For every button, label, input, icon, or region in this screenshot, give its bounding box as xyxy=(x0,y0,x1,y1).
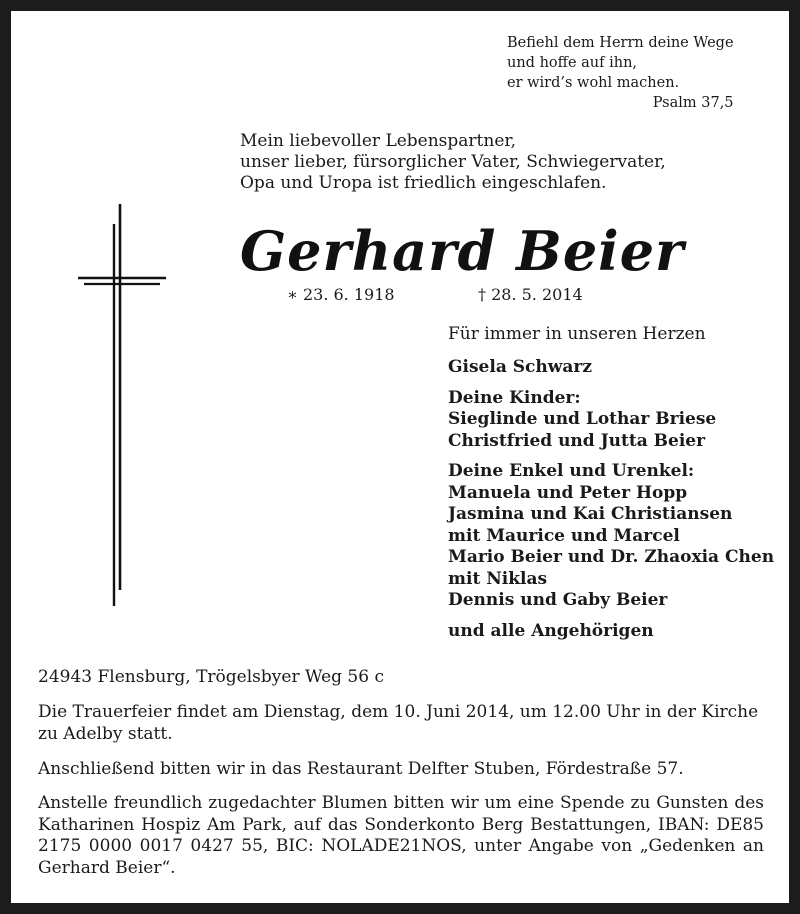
cross-icon xyxy=(70,200,180,612)
grandchild-entry: mit Niklas xyxy=(448,568,548,589)
funeral-notice: Die Trauerfeier findet am Dienstag, dem 10. Juni 2014, um 12.00 Uhr in der Kirche zu Adelby statt. xyxy=(38,702,759,744)
grandchild-entry: Dennis und Gaby Beier xyxy=(448,590,668,610)
deceased-name: Gerhard Beier xyxy=(240,219,685,283)
partner-name: Gisela Schwarz xyxy=(448,357,593,377)
donation-notice: Anstelle freundlich zugedachter Blumen bitten wir um eine Spende zu Gunsten des Katharinen Hospiz Am Park, auf das Sonderkonto Berg Bestattungen, IBAN: DE85 2175 0000 0017 0427 55, BIC: NOLADE21NOS, unter Angabe von „Gedenken an Gerhard Beier“. xyxy=(38,793,764,878)
reception-notice: Anschließend bitten wir in das Restaurant Delfter Stuben, Fördestraße 57. xyxy=(38,759,684,779)
child-entry: Christfried und Jutta Beier xyxy=(448,430,706,451)
psalm-quote xyxy=(507,33,734,113)
grandchild-entry: mit Maurice und Marcel xyxy=(448,525,680,546)
psalm-line: und hoffe auf ihn, xyxy=(507,55,638,71)
psalm-line: Befiehl dem Herrn deine Wege xyxy=(507,35,734,51)
psalm-line: er wird’s wohl machen. xyxy=(507,75,680,91)
family-list xyxy=(448,357,774,651)
children-heading: Deine Kinder: xyxy=(448,387,581,408)
birth-date: ∗ 23. 6. 1918 xyxy=(287,285,395,304)
heart-line: Für immer in unseren Herzen xyxy=(448,324,706,344)
address: 24943 Flensburg, Trögelsbyer Weg 56 c xyxy=(38,667,384,687)
intro-line: Mein liebevoller Lebenspartner, xyxy=(240,131,517,151)
relatives-line: und alle Angehörigen xyxy=(448,620,654,641)
grandchild-entry: Mario Beier und Dr. Zhaoxia Chen xyxy=(448,547,775,567)
grandchild-entry: Jasmina und Kai Christiansen xyxy=(448,504,733,524)
intro-text xyxy=(240,131,666,194)
psalm-reference: Psalm 37,5 xyxy=(652,95,734,111)
intro-line: Opa und Uropa ist friedlich eingeschlafen. xyxy=(240,173,607,193)
grandchildren-heading: Deine Enkel und Urenkel: xyxy=(448,461,695,481)
child-entry: Sieglinde und Lothar Briese xyxy=(448,409,717,429)
intro-line: unser lieber, fürsorglicher Vater, Schwiegervater, xyxy=(240,152,666,172)
grandchild-entry: Manuela und Peter Hopp xyxy=(448,482,688,503)
death-date: † 28. 5. 2014 xyxy=(478,285,583,304)
